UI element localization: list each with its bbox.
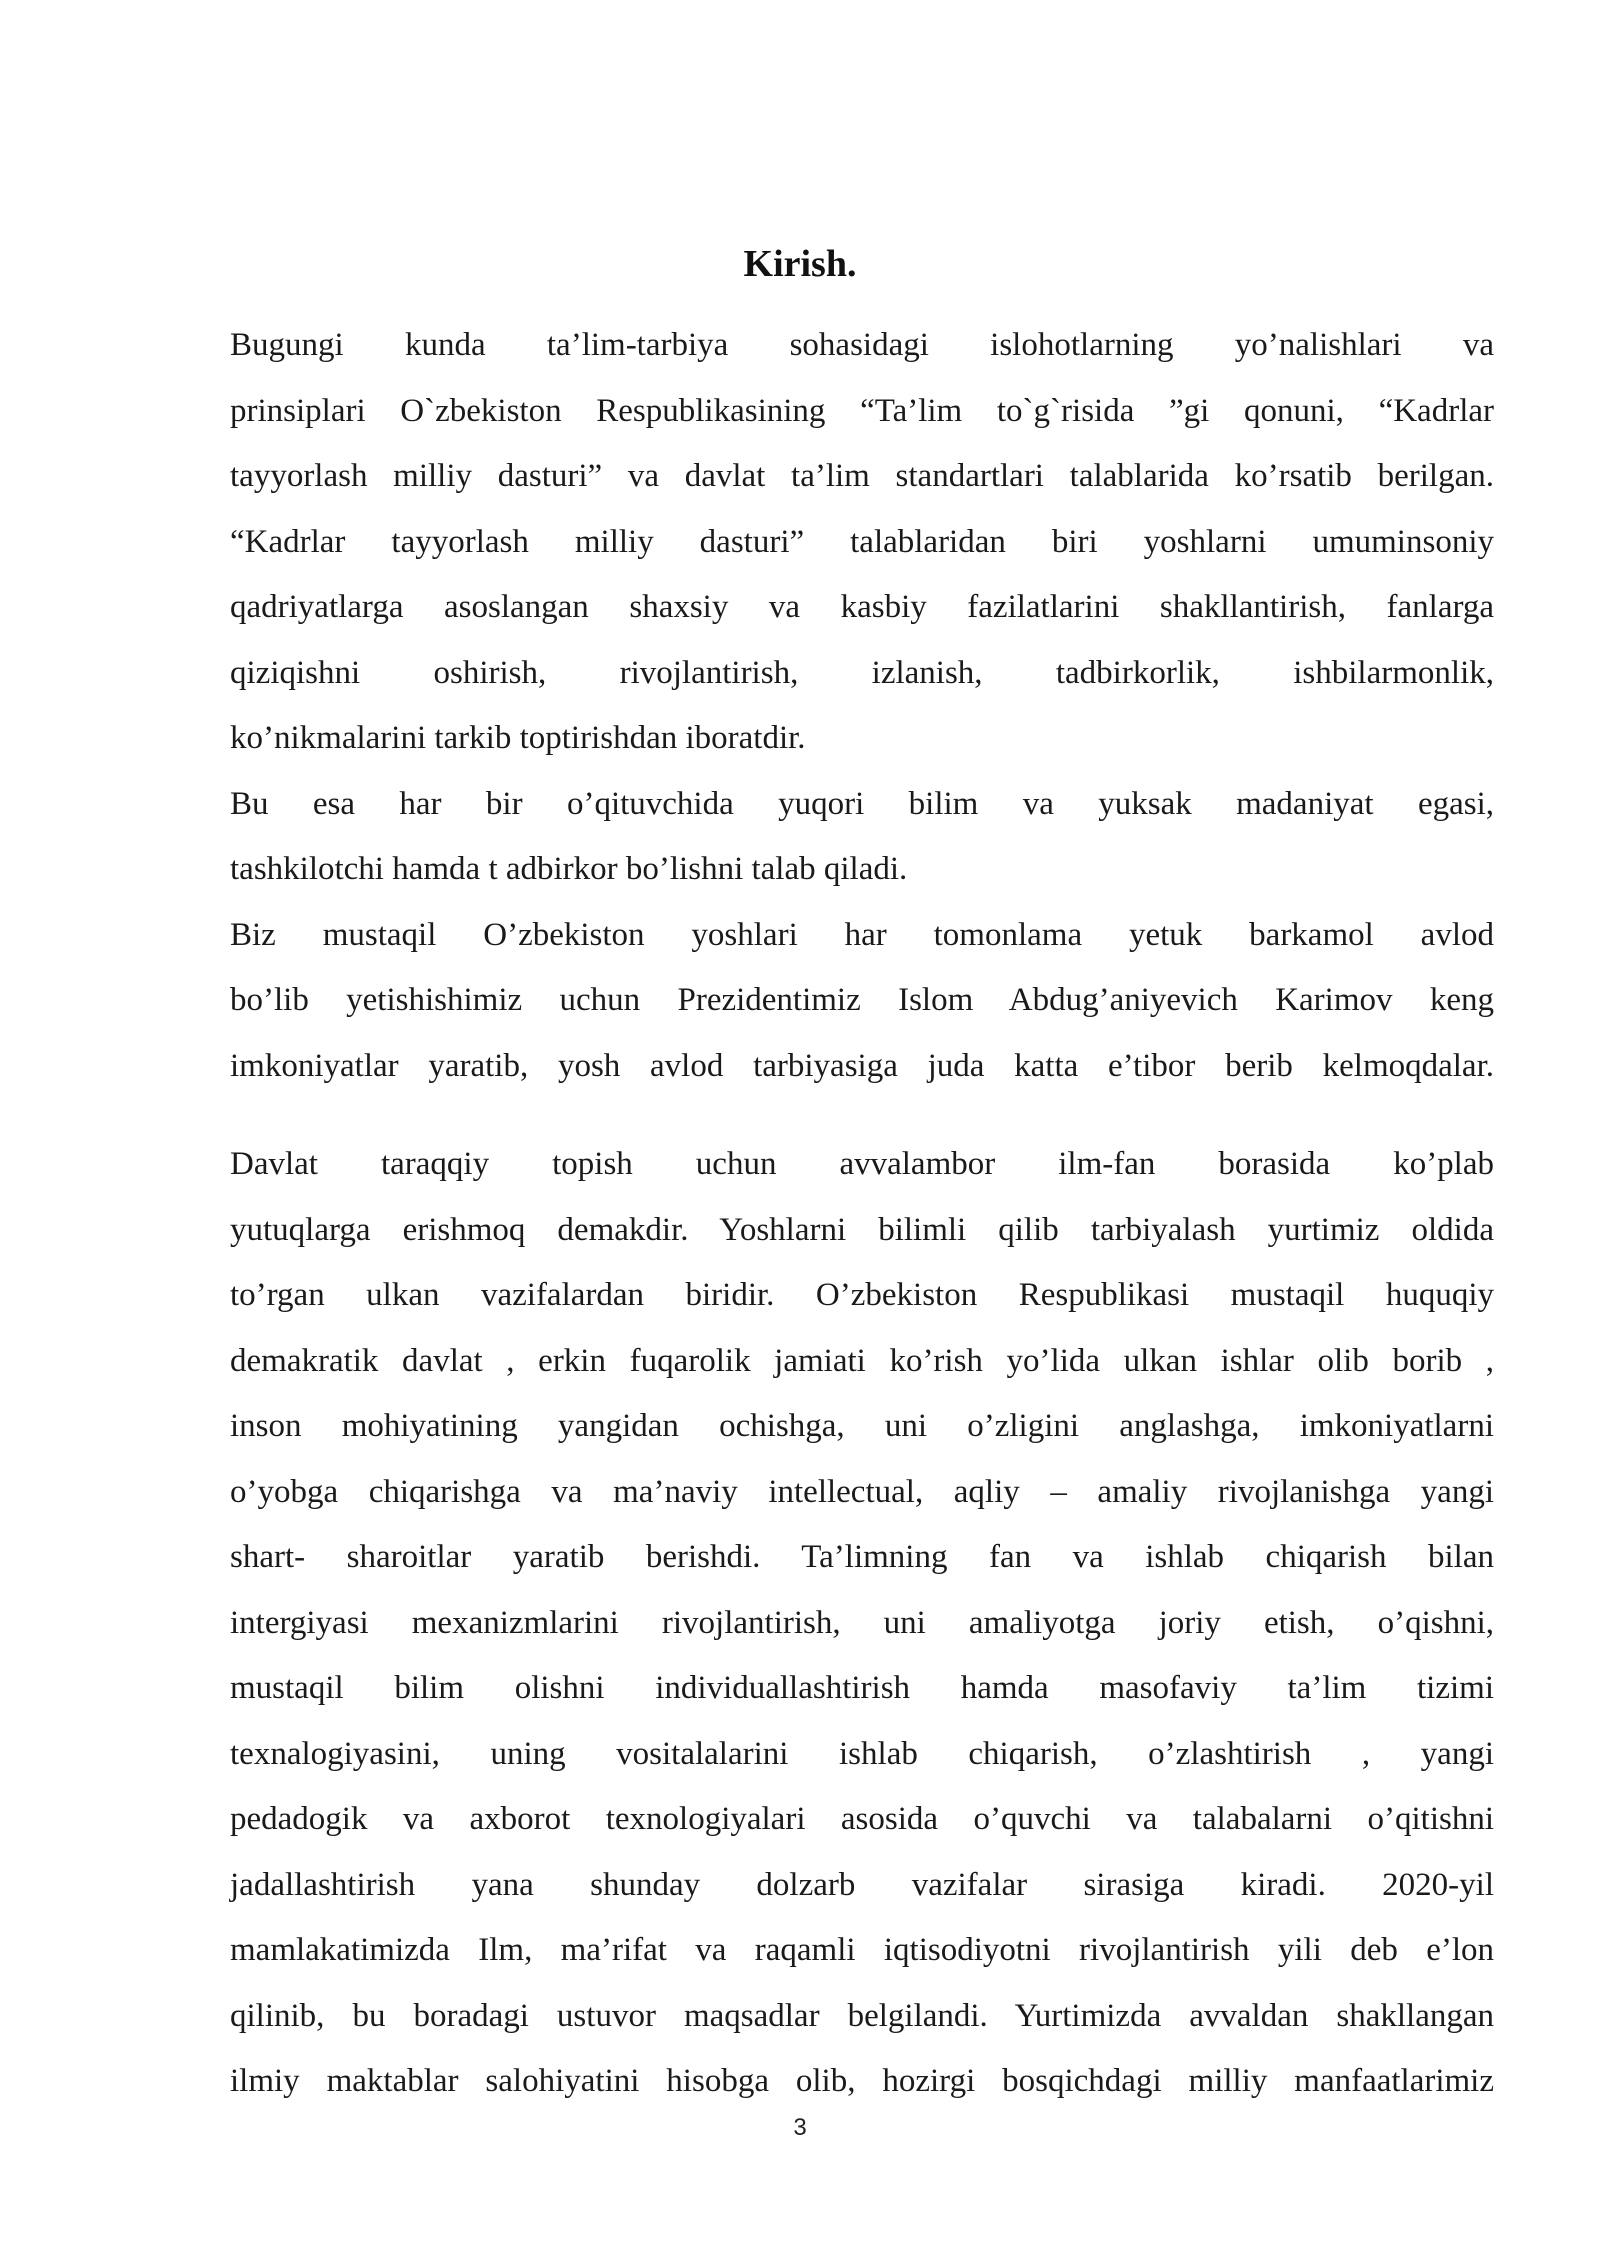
paragraph-block-2 bbox=[230, 1132, 1494, 2115]
text-line: shart- sharoitlar yaratib berishdi. Ta’limning fan va ishlab chiqarish bilan bbox=[230, 1539, 1494, 1575]
text-line: pedadogik va axborot texnologiyalari asosida o’quvchi va talabalarni o’qitishni bbox=[230, 1801, 1494, 1837]
text-line: demakratik davlat , erkin fuqarolik jamiati ko’rish yo’lida ulkan ishlar olib borib , bbox=[230, 1342, 1494, 1379]
text-line: Biz mustaqil O’zbekiston yoshlari har tomonlama yetuk barkamol avlod bbox=[230, 916, 1494, 953]
text-line: to’rgan ulkan vazifalardan biridir. O’zbekiston Respublikasi mustaqil huquqiy bbox=[230, 1277, 1494, 1313]
text-line: ko’nikmalarini tarkib toptirishdan iboratdir. bbox=[230, 720, 806, 756]
text-line: jadallashtirish yana shunday dolzarb vazifalar sirasiga kiradi. 2020-yil bbox=[230, 1866, 1494, 1903]
text-line: tayyorlash milliy dasturi” va davlat ta’lim standartlari talablarida ko’rsatib berilgan. bbox=[230, 458, 1494, 494]
text-line: “Kadrlar tayyorlash milliy dasturi” talablaridan biri yoshlarni umuminsoniy bbox=[230, 523, 1494, 560]
text-line: prinsiplari O`zbekiston Respublikasining “Ta’lim to`g`risida ”gi qonuni, “Kadrlar bbox=[230, 392, 1494, 429]
paragraph-block-1 bbox=[230, 313, 1494, 1099]
text-line: ilmiy maktablar salohiyatini hisobga olib, hozirgi bosqichdagi milliy manfaatlarimiz bbox=[230, 2063, 1494, 2099]
text-line: mustaqil bilim olishni individuallashtirish hamda masofaviy ta’lim tizimi bbox=[230, 1670, 1494, 1706]
text-line: qiziqishni oshirish, rivojlantirish, izlanish, tadbirkorlik, ishbilarmonlik, bbox=[230, 654, 1494, 691]
text-line: inson mohiyatining yangidan ochishga, uni o’zligini anglashga, imkoniyatlarni bbox=[230, 1408, 1494, 1444]
page-number: 3 bbox=[793, 2114, 807, 2141]
text-line: imkoniyatlar yaratib, yosh avlod tarbiyasiga juda katta e’tibor berib kelmoqdalar. bbox=[230, 1047, 1494, 1084]
text-line: Davlat taraqqiy topish uchun avvalambor ilm-fan borasida ko’plab bbox=[230, 1146, 1494, 1182]
text-line: Bugungi kunda ta’lim-tarbiya sohasidagi islohotlarning yo’nalishlari va bbox=[230, 327, 1494, 363]
text-line: texnalogiyasini, uning vositalalarini ishlab chiqarish, o’zlashtirish , yangi bbox=[230, 1735, 1494, 1772]
text-line: mamlakatimizda Ilm, ma’rifat va raqamli iqtisodiyotni rivojlantirish yili deb e’lon bbox=[230, 1932, 1494, 1968]
text-line: tashkilotchi hamda t adbirkor bo’lishni talab qiladi. bbox=[230, 851, 908, 887]
text-line: o’yobga chiqarishga va ma’naviy intellectual, aqliy – amaliy rivojlanishga yangi bbox=[230, 1473, 1494, 1510]
text-line: bo’lib yetishishimiz uchun Prezidentimiz Islom Abdug’aniyevich Karimov keng bbox=[230, 982, 1494, 1018]
page-title: Kirish. bbox=[743, 243, 857, 285]
text-line: Bu esa har bir o’qituvchida yuqori bilim va yuksak madaniyat egasi, bbox=[230, 785, 1494, 822]
text-line: qilinib, bu boradagi ustuvor maqsadlar belgilandi. Yurtimizda avvaldan shakllangan bbox=[230, 1997, 1494, 2034]
text-line: qadriyatlarga asoslangan shaxsiy va kasbiy fazilatlarini shakllantirish, fanlarga bbox=[230, 589, 1494, 625]
text-line: intergiyasi mexanizmlarini rivojlantirish, uni amaliyotga joriy etish, o’qishni, bbox=[230, 1604, 1494, 1641]
text-line: yutuqlarga erishmoq demakdir. Yoshlarni bilimli qilib tarbiyalash yurtimiz oldida bbox=[230, 1211, 1494, 1248]
